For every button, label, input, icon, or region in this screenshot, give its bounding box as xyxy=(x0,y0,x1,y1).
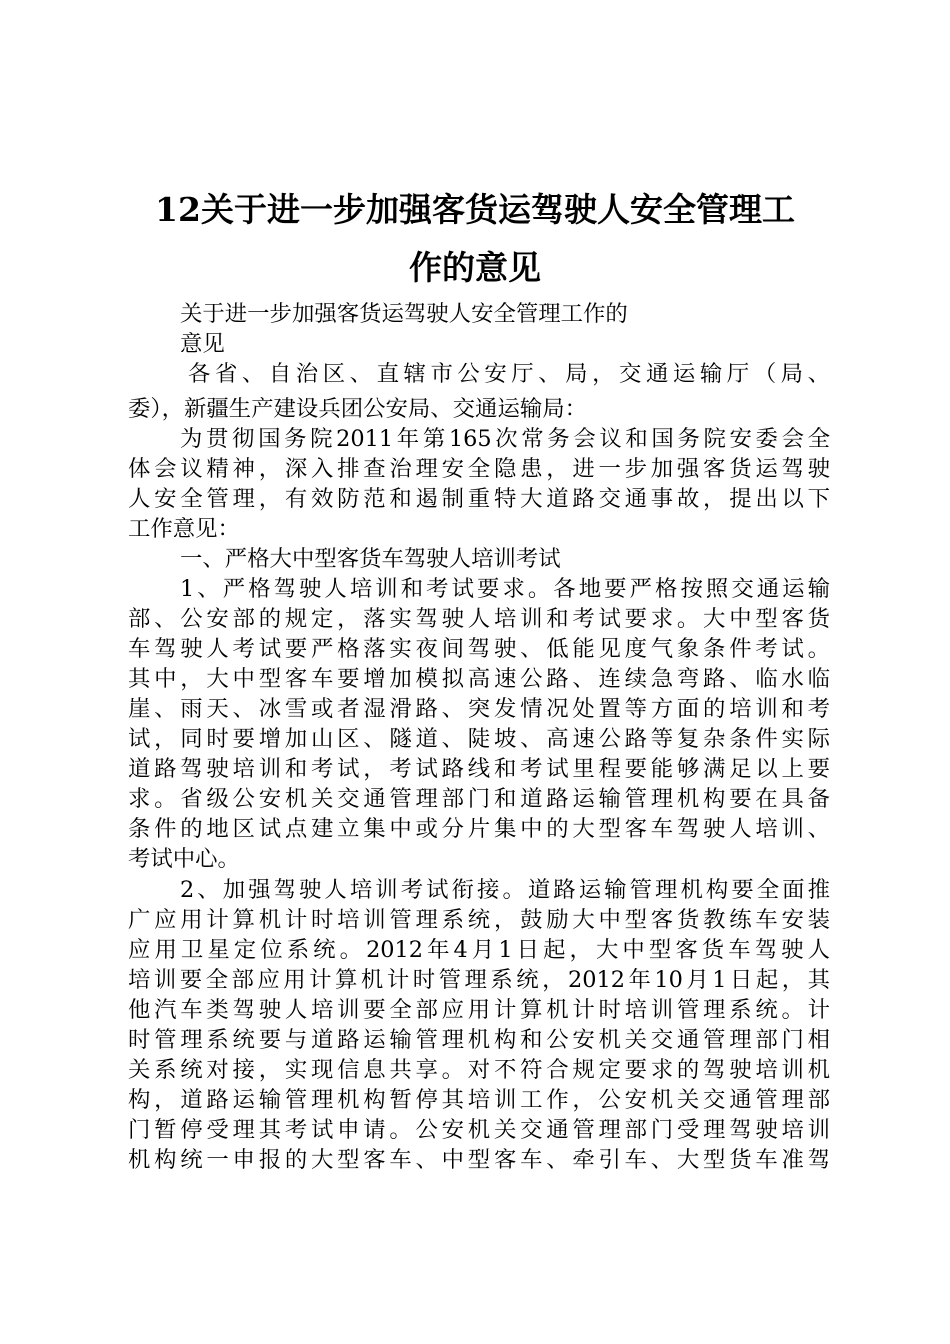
document-title-line-1: 12关于进一步加强客货运驾驶人安全管理工 xyxy=(155,190,795,229)
body-line: 机构统一申报的大型客车、中型客车、牵引车、大型货车准驾 xyxy=(128,1147,830,1173)
body-line: 工作意见： xyxy=(128,516,240,542)
body-line: 委），新疆生产建设兵团公安局、交通运输局： xyxy=(128,396,588,422)
body-line: 广应用计算机计时培训管理系统，鼓励大中型客货教练车安装 xyxy=(128,907,830,933)
body-line: 其中，大中型客车要增加模拟高速公路、连续急弯路、临水临 xyxy=(128,666,830,692)
body-line: 2、加强驾驶人培训考试衔接。道路运输管理机构要全面推 xyxy=(180,877,830,903)
body-line: 1、严格驾驶人培训和考试要求。各地要严格按照交通运输 xyxy=(180,576,830,602)
body-line: 车驾驶人考试要严格落实夜间驾驶、低能见度气象条件考试。 xyxy=(128,636,830,662)
document-title-line-2: 作的意见 xyxy=(409,248,541,287)
body-line: 条件的地区试点建立集中或分片集中的大型客车驾驶人培训、 xyxy=(128,816,830,842)
body-line: 时管理系统要与道路运输管理机构和公安机关交通管理部门相 xyxy=(128,1027,830,1053)
body-line: 体会议精神，深入排查治理安全隐患，进一步加强客货运驾驶 xyxy=(128,456,830,482)
body-line: 他汽车类驾驶人培训要全部应用计算机计时培训管理系统。计 xyxy=(128,997,830,1023)
body-line: 为贯彻国务院2011年第165次常务会议和国务院安委会全 xyxy=(180,426,830,452)
section-heading: 一、严格大中型客货车驾驶人培训考试 xyxy=(180,546,561,572)
body-line: 构，道路运输管理机构暂停其培训工作，公安机关交通管理部 xyxy=(128,1087,830,1113)
body-line: 道路驾驶培训和考试，考试路线和考试里程要能够满足以上要 xyxy=(128,756,830,782)
body-line: 部、公安部的规定，落实驾驶人培训和考试要求。大中型客货 xyxy=(128,606,830,632)
body-line: 试，同时要增加山区、隧道、陡坡、高速公路等复杂条件实际 xyxy=(128,726,830,752)
body-line: 门暂停受理其考试申请。公安机关交通管理部门受理驾驶培训 xyxy=(128,1117,830,1143)
body-line: 考试中心。 xyxy=(128,846,240,872)
body-line: 各省、自治区、直辖市公安厅、局，交通运输厅（局、 xyxy=(188,361,830,387)
body-line: 崖、雨天、冰雪或者湿滑路、突发情况处置等方面的培训和考 xyxy=(128,696,830,722)
body-line: 意见 xyxy=(180,331,225,357)
body-line: 关于进一步加强客货运驾驶人安全管理工作的 xyxy=(180,301,628,327)
body-line: 应用卫星定位系统。2012年4月1日起，大中型客货车驾驶人 xyxy=(128,937,830,963)
body-line: 人安全管理，有效防范和遏制重特大道路交通事故，提出以下 xyxy=(128,486,830,512)
body-line: 关系统对接，实现信息共享。对不符合规定要求的驾驶培训机 xyxy=(128,1057,830,1083)
body-line: 求。省级公安机关交通管理部门和道路运输管理机构要在具备 xyxy=(128,786,830,812)
body-line: 培训要全部应用计算机计时管理系统，2012年10月1日起，其 xyxy=(128,967,830,993)
